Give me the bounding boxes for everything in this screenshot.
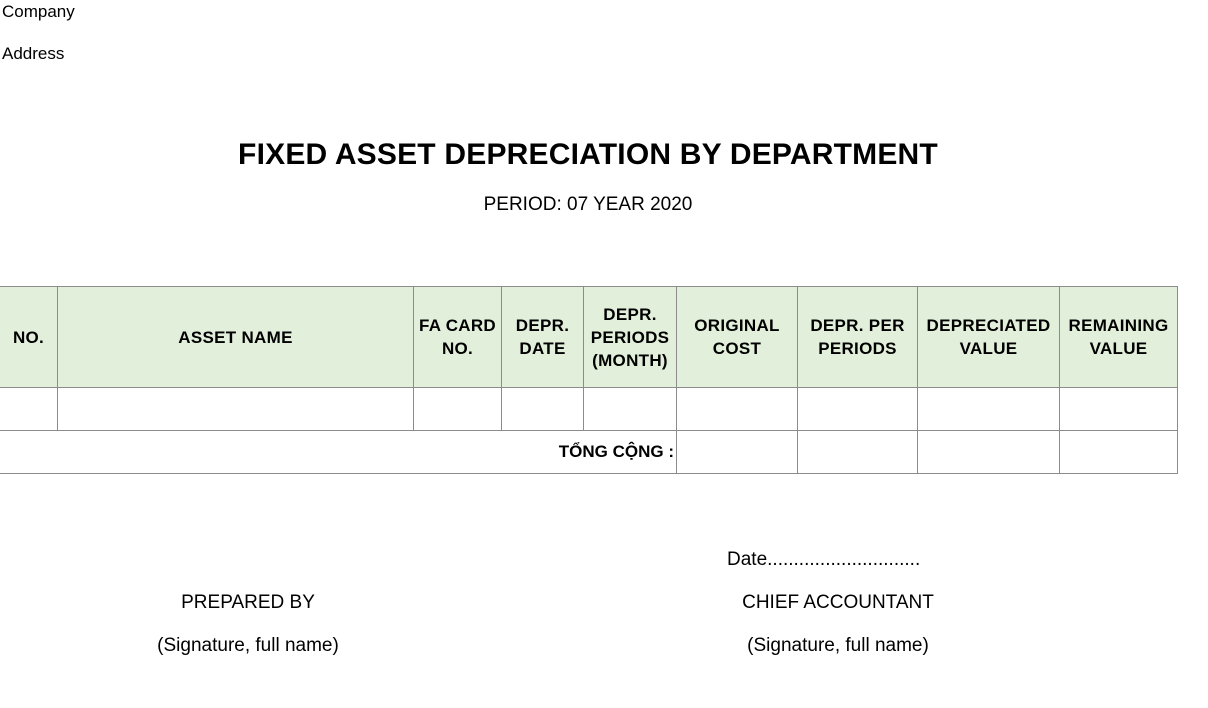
cell-depr-periods (584, 388, 677, 431)
table-header-row (0, 287, 1178, 388)
table-row (0, 388, 1178, 431)
cell-depreciated-value (918, 388, 1060, 431)
total-original-cost (677, 431, 798, 474)
col-header-depreciated-value: DEPRECIATED VALUE (918, 287, 1060, 388)
total-depreciated-value (918, 431, 1060, 474)
report-title: FIXED ASSET DEPRECIATION BY DEPARTMENT (238, 138, 938, 171)
cell-asset-name (58, 388, 414, 431)
company-label: Company (2, 2, 75, 21)
cell-fa-card-no (414, 388, 502, 431)
col-header-fa-card-no: FA CARD NO. (414, 287, 502, 388)
cell-original-cost (677, 388, 798, 431)
cell-depr-per-periods (798, 388, 918, 431)
date-line: Date............................. (727, 549, 921, 570)
col-header-depr-per-periods: DEPR. PER PERIODS (798, 287, 918, 388)
total-label: TỔNG CỘNG : (0, 431, 677, 474)
prepared-by-signature: (Signature, full name) (157, 635, 339, 656)
total-row (0, 431, 1178, 474)
col-header-original-cost: ORIGINAL COST (677, 287, 798, 388)
cell-no (0, 388, 58, 431)
prepared-by-label: PREPARED BY (181, 592, 315, 613)
chief-accountant-signature: (Signature, full name) (747, 635, 929, 656)
col-header-depr-date: DEPR. DATE (502, 287, 584, 388)
total-remaining-value (1060, 431, 1178, 474)
cell-remaining-value (1060, 388, 1178, 431)
address-label: Address (2, 44, 65, 63)
col-header-asset-name: ASSET NAME (58, 287, 414, 388)
total-depr-per-periods (798, 431, 918, 474)
col-header-depr-periods: DEPR. PERIODS (MONTH) (584, 287, 677, 388)
col-header-remaining-value: REMAINING VALUE (1060, 287, 1178, 388)
report-period: PERIOD: 07 YEAR 2020 (483, 194, 693, 215)
depreciation-table (0, 286, 1178, 474)
cell-depr-date (502, 388, 584, 431)
chief-accountant-label: CHIEF ACCOUNTANT (742, 592, 934, 613)
col-header-no: NO. (0, 287, 58, 388)
